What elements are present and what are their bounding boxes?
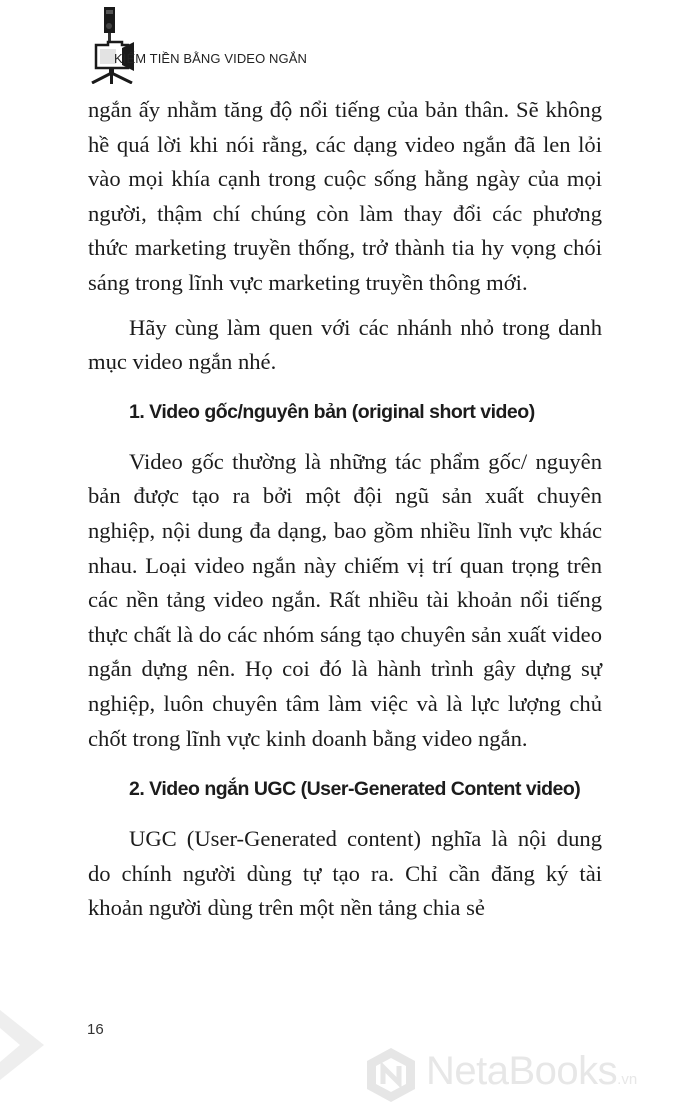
- watermark-suffix: .vn: [617, 1071, 638, 1088]
- netabooks-logo-icon: [362, 1046, 420, 1104]
- watermark-brand: NetaBooks.vn: [426, 1049, 638, 1093]
- running-title: KIẾM TIỀN BẰNG VIDEO NGẮN: [114, 51, 307, 66]
- page-number: 16: [87, 1021, 104, 1038]
- paragraph: ngắn ấy nhằm tăng độ nổi tiếng của bản thân. Sẽ không hề quá lời khi nói rằng, các dạng video ngắn đã len lỏi vào mọi khía cạnh trong cuộc sống hằng ngày của mọi người, thậm chí chúng còn làm thay đổi các phương thức marketing truyền thống, trở thành tia hy vọng chói sáng trong lĩnh vực marketing truyền thông mới.: [88, 97, 602, 295]
- paragraph: Hãy cùng làm quen với các nhánh nhỏ trong danh mục video ngắn nhé.: [88, 314, 602, 375]
- play-arrow-decoration-icon: [0, 1010, 44, 1080]
- paragraph: UGC (User-Generated content) nghĩa là nội dung do chính người dùng tự tạo ra. Chỉ cần đăng ký tài khoản người dùng trên một nền tảng chia sẻ: [88, 826, 602, 921]
- page-body: [88, 93, 602, 926]
- paragraph: Video gốc thường là những tác phẩm gốc/ nguyên bản được tạo ra bởi một đội ngũ sản xuất chuyên nghiệp, nội dung đa dạng, bao gồm nhiều lĩnh vực khác nhau. Loại video ngắn này chiếm vị trí quan trọng trên các nền tảng video ngắn. Rất nhiều tài khoản nổi tiếng thực chất là do các nhóm sáng tạo chuyên sản xuất video ngắn dựng nên. Họ coi đó là hành trình gây dựng sự nghiệp, luôn chuyên tâm làm việc và là lực lượng chủ chốt trong lĩnh vực kinh doanh bằng video ngắn.: [88, 448, 602, 751]
- camera-tripod-icon: [82, 4, 142, 84]
- watermark: [362, 1042, 692, 1104]
- running-header: [82, 4, 602, 84]
- section-heading: 1. Video gốc/nguyên bản (original short video): [129, 400, 535, 423]
- section-heading: 2. Video ngắn UGC (User-Generated Content video): [129, 778, 581, 801]
